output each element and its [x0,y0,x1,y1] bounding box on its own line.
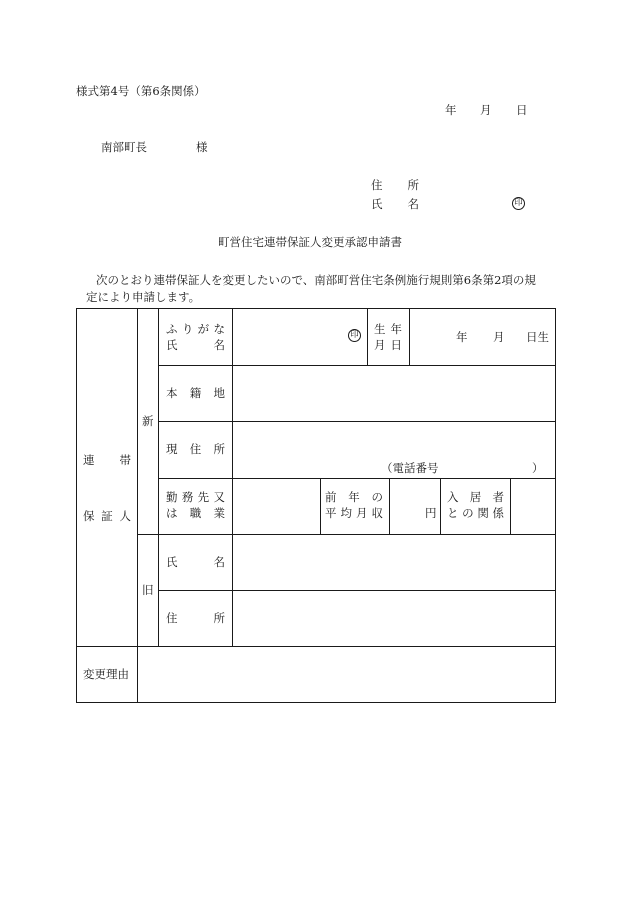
rule [158,365,556,366]
char: 業 [213,506,225,520]
addressee-honorific: 様 [196,140,208,154]
char: の [462,506,474,520]
body-text-line-2: 定により申請します。 [86,290,201,304]
birth-label-line-2 [374,340,402,352]
furigana-label [166,324,225,336]
honseki-label [166,388,225,400]
rule [158,421,556,422]
char: 係 [492,506,504,520]
char: 先 [197,490,210,504]
char: 日 [390,338,402,352]
char: 証 [101,509,113,523]
date-month-label: 月 [480,103,492,117]
char: 勤 [166,490,178,504]
char: 住 [371,178,383,192]
date-year-label: 年 [445,103,457,117]
char: 帯 [119,453,131,467]
form-number: 様式第4号（第6条関係） [76,84,206,98]
char: 務 [181,490,194,504]
phone-close-paren: ） [532,461,544,475]
date-day-label: 日 [516,103,528,117]
document-title: 町営住宅連帯保証人変更承認申請書 [218,235,402,249]
workplace-label-line-2 [166,508,225,520]
rule [232,308,233,646]
char: 生 [374,322,386,336]
rule [367,308,368,365]
char: 本 [166,386,178,400]
rule [137,308,138,703]
income-label-line-2 [325,508,383,520]
char: 均 [340,506,352,520]
char: 月 [356,506,368,520]
char: 氏 [371,197,383,211]
birth-year-label: 年 [456,330,468,344]
applicant-name-label [371,199,419,211]
applicant-seal-icon: 印 [512,197,525,210]
guarantor-seal-icon: 印 [348,329,361,342]
applicant-address-label [371,180,419,192]
char: が [197,322,210,336]
char: 名 [213,338,225,352]
rule [158,590,556,591]
char: り [181,322,194,336]
char: 籍 [189,386,202,400]
old-address-label [166,613,225,625]
current-address-label [166,444,225,456]
workplace-label-line-1 [166,492,225,504]
char: ふ [166,322,178,336]
guarantor-label-line-2 [83,511,131,523]
rule [320,478,321,534]
char: 平 [325,506,337,520]
char: 所 [407,178,419,192]
char: 関 [477,506,489,520]
char: 者 [492,490,504,504]
rule [440,478,441,534]
rule [158,308,159,646]
addressee: 南部町長 [101,140,147,154]
change-reason-label: 変更理由 [83,667,129,681]
char: 人 [119,509,131,523]
relation-label-line-1 [447,492,504,504]
new-guarantor-label: 新 [142,414,154,428]
relation-label-line-2 [447,508,504,520]
char: 収 [371,506,383,520]
char: の [371,490,383,504]
char: 氏 [166,555,178,569]
rule [137,534,556,535]
rule [409,308,410,365]
char: 又 [213,490,225,504]
guarantor-label-line-1 [83,455,131,467]
char: 前 [325,490,337,504]
char: 保 [83,509,95,523]
char: は [166,506,178,520]
char: 年 [390,322,402,336]
char: 氏 [166,338,178,352]
char: 住 [189,442,202,456]
char: 年 [348,490,360,504]
char: 住 [166,611,178,625]
char: 入 [447,490,459,504]
name-label [166,340,225,352]
phone-label: （電話番号 [381,461,439,475]
char: 現 [166,442,178,456]
char: 居 [469,490,482,504]
old-name-label [166,557,225,569]
char: 名 [407,197,419,211]
rule [389,478,390,534]
char: な [213,322,225,336]
body-text-line-1: 次のとおり連帯保証人を変更したいので、南部町営住宅条例施行規則第6条第2項の規 [96,273,536,287]
char: 所 [213,442,225,456]
char: 所 [213,611,225,625]
rule [76,646,556,647]
char: と [447,506,459,520]
char: 地 [213,386,225,400]
char: 職 [189,506,202,520]
old-guarantor-label: 旧 [142,583,154,597]
char: 連 [83,453,95,467]
char: 名 [213,555,225,569]
rule [510,478,511,534]
birth-month-label: 月 [493,330,505,344]
rule [158,478,556,479]
birth-label-line-1 [374,324,402,336]
birth-day-label: 日生 [526,330,549,344]
char: 月 [374,338,386,352]
yen-unit: 円 [425,506,437,520]
income-label-line-1 [325,492,383,504]
